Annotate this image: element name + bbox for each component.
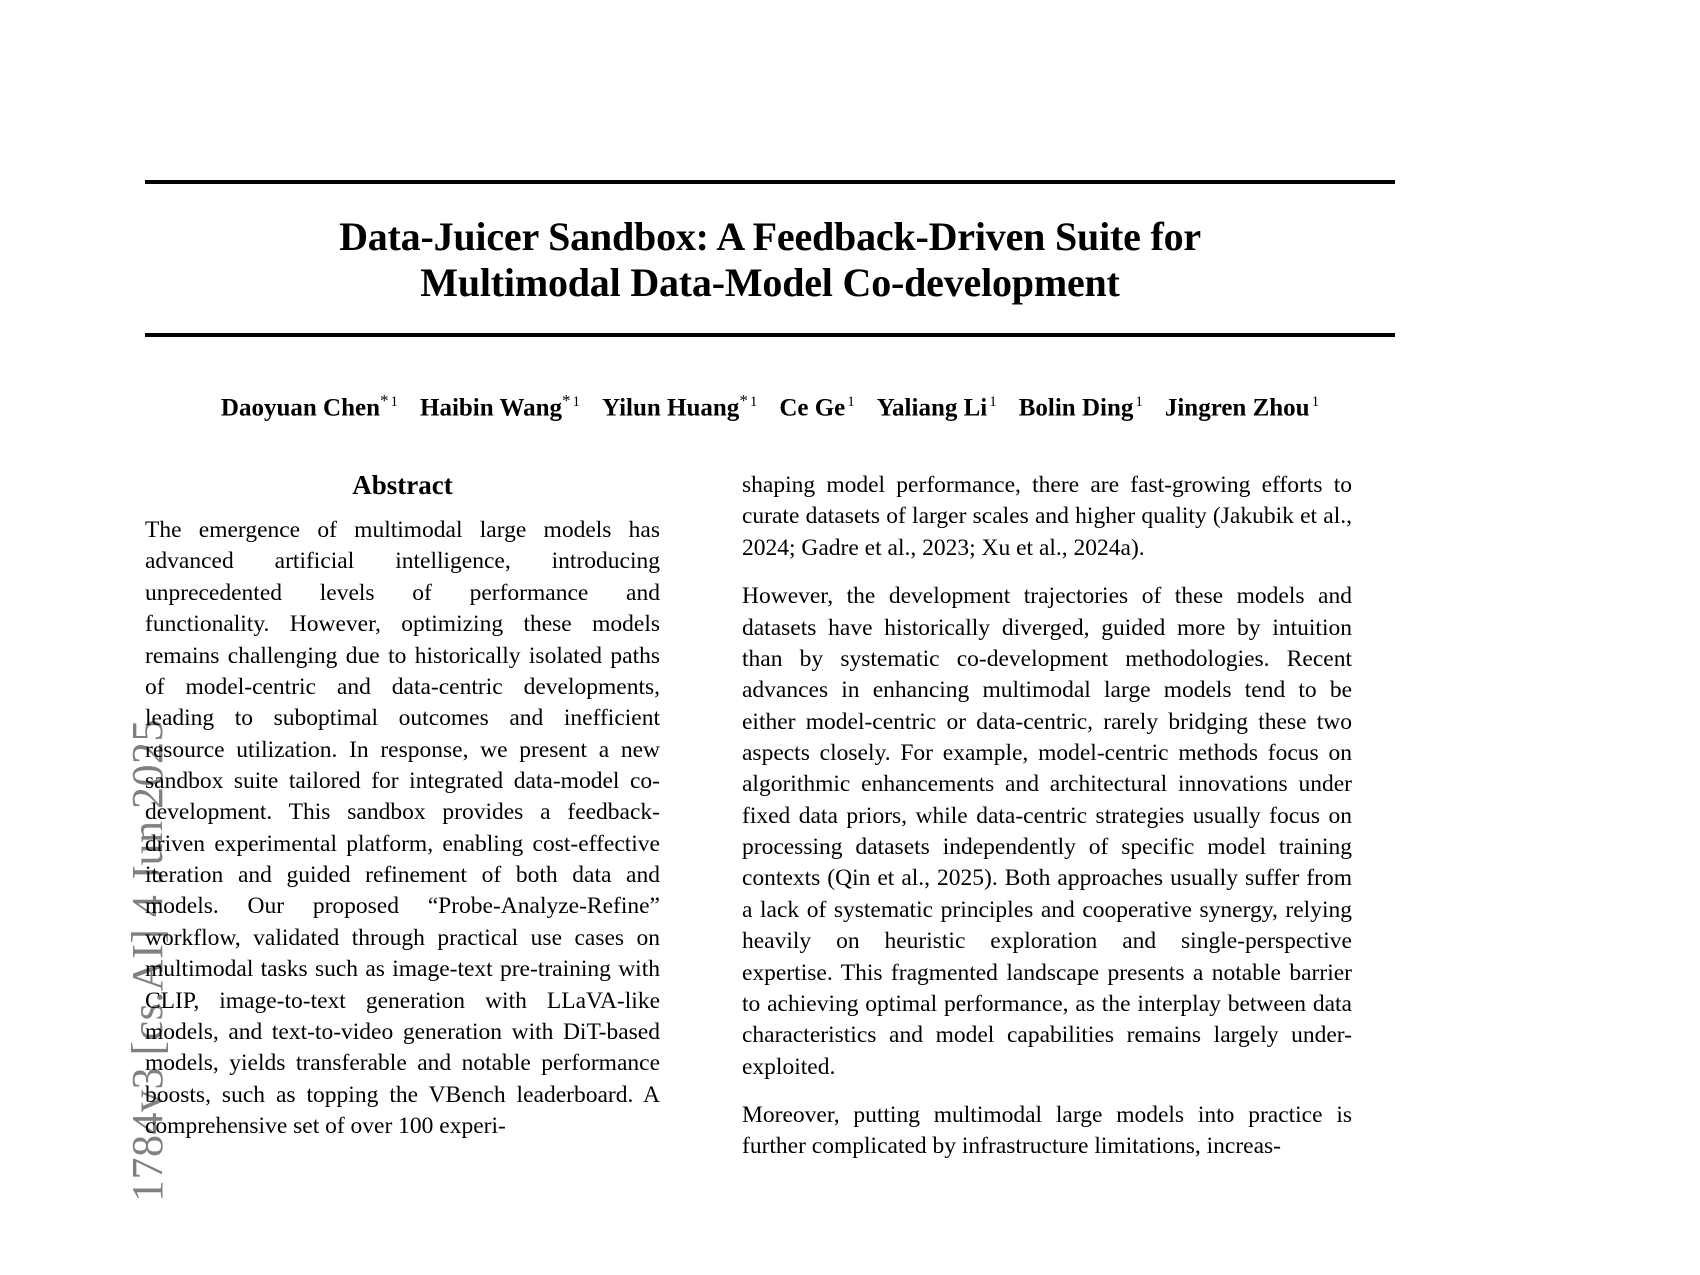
author-list — [145, 391, 1395, 422]
author-equal-contribution-marker: * — [561, 390, 571, 410]
author-entry — [1019, 394, 1143, 422]
intro-paragraph-1: shaping model performance, there are fast-growing efforts to curate datasets of larger scales and higher quality (Jakubik et al., 2024; Gadre et al., 2023; Xu et al., 2024a). — [742, 472, 1352, 561]
arxiv-identifier-stamp: 1784v3 [cs.AI] 4 Jun 2025 — [123, 718, 172, 1202]
title-line-1: Data-Juicer Sandbox: A Feedback-Driven Suite for — [339, 214, 1201, 259]
author-name: Daoyuan Chen — [220, 394, 380, 422]
author-entry — [877, 394, 997, 422]
author-affiliation-marker: 1 — [1311, 393, 1320, 410]
author-name: Ce Ge — [779, 394, 846, 422]
paper-title — [145, 184, 1395, 333]
right-column — [742, 470, 1352, 1163]
author-entry — [221, 391, 398, 422]
author-entry — [602, 391, 757, 422]
intro-paragraph-2: However, the development trajectories of these models and datasets have historically diverged, guided more by intuition than by systematic co-development methodologies. Recent advances in enhancing multimodal large models tend to be either model-centric or data-centric, rarely bridging these two aspects closely. For example, model-centric methods focus on algorithmic enhancements and architectural innovations under fixed data priors, while data-centric strategies usually focus on processing datasets independently of specific model training contexts (Qin et al., 2025). Both approaches usually suffer from a lack of systematic principles and cooperative synergy, relying heavily on heuristic exploration and single-perspective expertise. This fragmented landscape presents a notable barrier to achieving optimal performance, as the interplay between data characteristics and model capabilities remains largely under-exploited. — [742, 583, 1352, 1080]
author-affiliation-marker: 1 — [847, 393, 855, 410]
intro-paragraph-3: Moreover, putting multimodal large models into practice is further complicated by infrastructure limitations, increas- — [742, 1101, 1352, 1160]
title-line-2: Multimodal Data-Model Co-development — [420, 260, 1120, 306]
author-equal-contribution-marker: * — [739, 390, 748, 410]
author-affiliation-marker: 1 — [749, 393, 758, 410]
paper-page — [145, 0, 1395, 1275]
author-affiliation-marker: 1 — [572, 393, 580, 410]
author-name: Haibin Wang — [420, 394, 562, 422]
author-entry — [1165, 394, 1319, 422]
author-name: Yilun Huang — [601, 394, 740, 422]
author-affiliation-marker: 1 — [989, 393, 997, 410]
author-name: Yaliang Li — [876, 394, 988, 422]
title-rule-bottom — [145, 333, 1395, 337]
author-entry — [779, 394, 854, 422]
left-column — [145, 470, 660, 1163]
author-affiliation-marker: 1 — [390, 393, 398, 410]
author-name: Jingren Zhou — [1164, 394, 1310, 422]
abstract-paragraph: The emergence of multimodal large models has advanced artificial intelligence, introducing unprecedented levels of performance and functionality. However, optimizing these models remains challenging due to historically isolated paths of model-centric and data-centric developments, leading to suboptimal outcomes and inefficient resource utilization. In response, we present a new sandbox suite tailored for integrated data-model co-development. This sandbox provides a feedback-driven experimental platform, enabling cost-effective iteration and guided refinement of both data and models. Our proposed “Probe-Analyze-Refine” workflow, validated through practical use cases on multimodal tasks such as image-text pre-training with CLIP, image-to-text generation with LLaVA-like models, and text-to-video generation with DiT-based models, yields transferable and notable performance boosts, such as topping the VBench leaderboard. A comprehensive set of over 100 experi- — [145, 517, 660, 1139]
author-affiliation-marker: 1 — [1135, 393, 1143, 410]
author-name: Bolin Ding — [1018, 394, 1134, 422]
abstract-heading: Abstract — [352, 470, 453, 501]
two-column-body — [145, 470, 1395, 1163]
author-entry — [420, 391, 580, 422]
author-equal-contribution-marker: * — [380, 390, 389, 410]
